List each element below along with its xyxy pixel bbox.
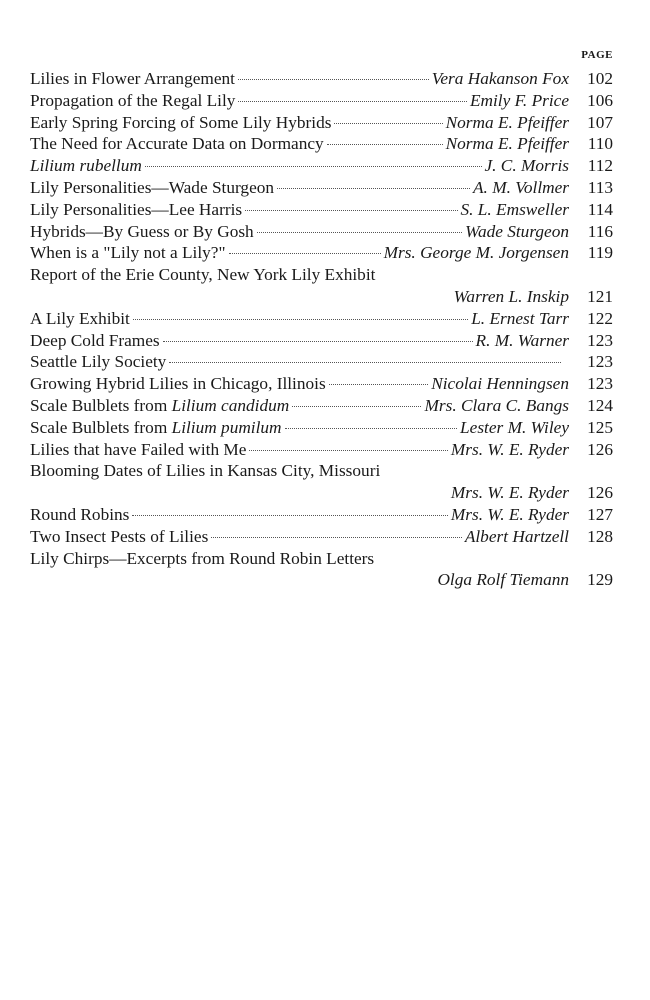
toc-entry-title-line (30, 264, 613, 286)
entry-page: 126 (587, 483, 613, 503)
leader-dots (163, 341, 473, 342)
leader-dots (132, 515, 448, 516)
entry-author: Mrs. W. E. Ryder (450, 483, 569, 503)
entry-page: 107 (587, 112, 613, 132)
entry-title (30, 417, 282, 439)
entry-title: Lilies in Flower Arrangement (30, 69, 235, 88)
entry-title: When is a "Lily not a Lily?" (30, 243, 226, 263)
entry-title: Lily Personalities—Wade Sturgeon (30, 177, 275, 197)
toc-entry-title-line (30, 460, 613, 482)
toc-entry (30, 526, 613, 548)
entry-page: 129 (587, 570, 613, 590)
toc-entry (30, 133, 613, 155)
leader-dots (277, 188, 470, 189)
entry-author: Norma E. Pfeiffer (445, 134, 569, 154)
toc-entry (30, 504, 613, 526)
entry-title: Early Spring Forcing of Some Lily Hybrids (30, 112, 332, 132)
entry-title (30, 155, 142, 177)
entry-page: 112 (587, 156, 613, 176)
entry-title: Lilies that have Failed with Me (30, 439, 247, 459)
toc-entry-author-line (30, 482, 613, 504)
table-of-contents (30, 68, 613, 591)
entry-author: L. Ernest Tarr (471, 308, 569, 328)
toc-entry (30, 395, 613, 417)
entry-author: Nicolai Henningsen (431, 374, 569, 394)
entry-page: 106 (587, 90, 613, 110)
entry-page: 125 (587, 417, 613, 437)
entry-title: Round Robins (30, 504, 130, 524)
toc-entry (30, 242, 613, 264)
entry-page: 102 (587, 69, 613, 88)
entry-author: R. M. Warner (475, 330, 569, 350)
entry-author: Norma E. Pfeiffer (445, 112, 569, 132)
leader-dots (169, 362, 561, 363)
entry-title-roman: Scale Bulblets from (30, 417, 172, 437)
leader-dots (329, 384, 429, 385)
leader-dots (245, 210, 457, 211)
entry-title: Growing Hybrid Lilies in Chicago, Illinois (30, 374, 326, 394)
entry-author: Olga Rolf Tiemann (437, 570, 569, 590)
entry-title: Two Insect Pests of Lilies (30, 526, 209, 546)
toc-entry-author-line (30, 286, 613, 308)
entry-title: Lily Personalities—Lee Harris (30, 199, 243, 219)
toc-entry (30, 177, 613, 199)
toc-entry (30, 155, 613, 177)
entry-author: Lester M. Wiley (460, 417, 569, 437)
toc-entry (30, 351, 613, 373)
toc-entry (30, 308, 613, 330)
toc-entry (30, 439, 613, 461)
entry-author: Wade Sturgeon (465, 221, 569, 241)
page-column-heading: PAGE (581, 49, 613, 61)
entry-title: Deep Cold Frames (30, 330, 160, 350)
entry-page: 116 (587, 221, 613, 241)
entry-title: Hybrids—By Guess or By Gosh (30, 221, 254, 241)
entry-title: Propagation of the Regal Lily (30, 90, 236, 110)
entry-author: A. M. Vollmer (473, 177, 569, 197)
entry-title-italic: Lilium pumilum (171, 417, 282, 437)
entry-author: Mrs. Clara C. Bangs (424, 395, 569, 415)
entry-author: S. L. Emsweller (460, 199, 569, 219)
entry-author: Albert Hartzell (464, 526, 569, 546)
leader-dots (249, 450, 447, 451)
entry-title: A Lily Exhibit (30, 308, 130, 328)
toc-entry (30, 417, 613, 439)
entry-title: Lily Chirps—Excerpts from Round Robin Letters (30, 548, 375, 568)
leader-dots (238, 79, 429, 80)
entry-page: 122 (587, 308, 613, 328)
leader-dots (257, 232, 462, 233)
entry-author: Mrs. George M. Jorgensen (383, 243, 569, 263)
toc-entry (30, 68, 613, 90)
toc-entry (30, 330, 613, 352)
toc-entry (30, 90, 613, 112)
entry-title: Seattle Lily Society (30, 352, 167, 372)
entry-author: Mrs. W. E. Ryder (450, 439, 569, 459)
entry-page: 124 (587, 395, 613, 415)
leader-dots (285, 428, 458, 429)
entry-title-italic: Lilium rubellum (30, 156, 142, 176)
entry-author: J. C. Morris (484, 156, 569, 176)
entry-page: 123 (587, 374, 613, 394)
entry-title: The Need for Accurate Data on Dormancy (30, 134, 324, 154)
leader-dots (133, 319, 468, 320)
entry-author: Mrs. W. E. Ryder (450, 504, 569, 524)
entry-page: 114 (587, 199, 613, 219)
leader-dots (327, 144, 443, 145)
toc-entry (30, 112, 613, 134)
entry-page: 127 (587, 504, 613, 524)
entry-title: Blooming Dates of Lilies in Kansas City, Missouri (30, 461, 381, 481)
leader-dots (229, 253, 381, 254)
leader-dots (334, 123, 442, 124)
entry-page: 126 (587, 439, 613, 459)
leader-dots (292, 406, 421, 407)
leader-dots (211, 537, 462, 538)
entry-title-italic: Lilium candidum (171, 395, 290, 415)
entry-title (30, 395, 289, 417)
leader-dots (238, 101, 467, 102)
toc-entry (30, 373, 613, 395)
toc-entry (30, 199, 613, 221)
entry-page: 119 (587, 243, 613, 263)
entry-title: Report of the Erie County, New York Lily Exhibit (30, 265, 376, 285)
entry-page: 121 (587, 286, 613, 306)
entry-page: 123 (587, 352, 613, 372)
toc-entry-author-line (30, 569, 613, 591)
entry-title-roman: Scale Bulblets from (30, 395, 172, 415)
entry-author: Vera Hakanson Fox (431, 69, 569, 88)
toc-entry (30, 221, 613, 243)
entry-page: 113 (587, 177, 613, 197)
entry-page: 128 (587, 526, 613, 546)
toc-entry-title-line (30, 548, 613, 570)
entry-author: Emily F. Price (469, 90, 569, 110)
entry-page: 123 (587, 330, 613, 350)
leader-dots (145, 166, 482, 167)
entry-author: Warren L. Inskip (453, 286, 569, 306)
entry-page: 110 (587, 134, 613, 154)
